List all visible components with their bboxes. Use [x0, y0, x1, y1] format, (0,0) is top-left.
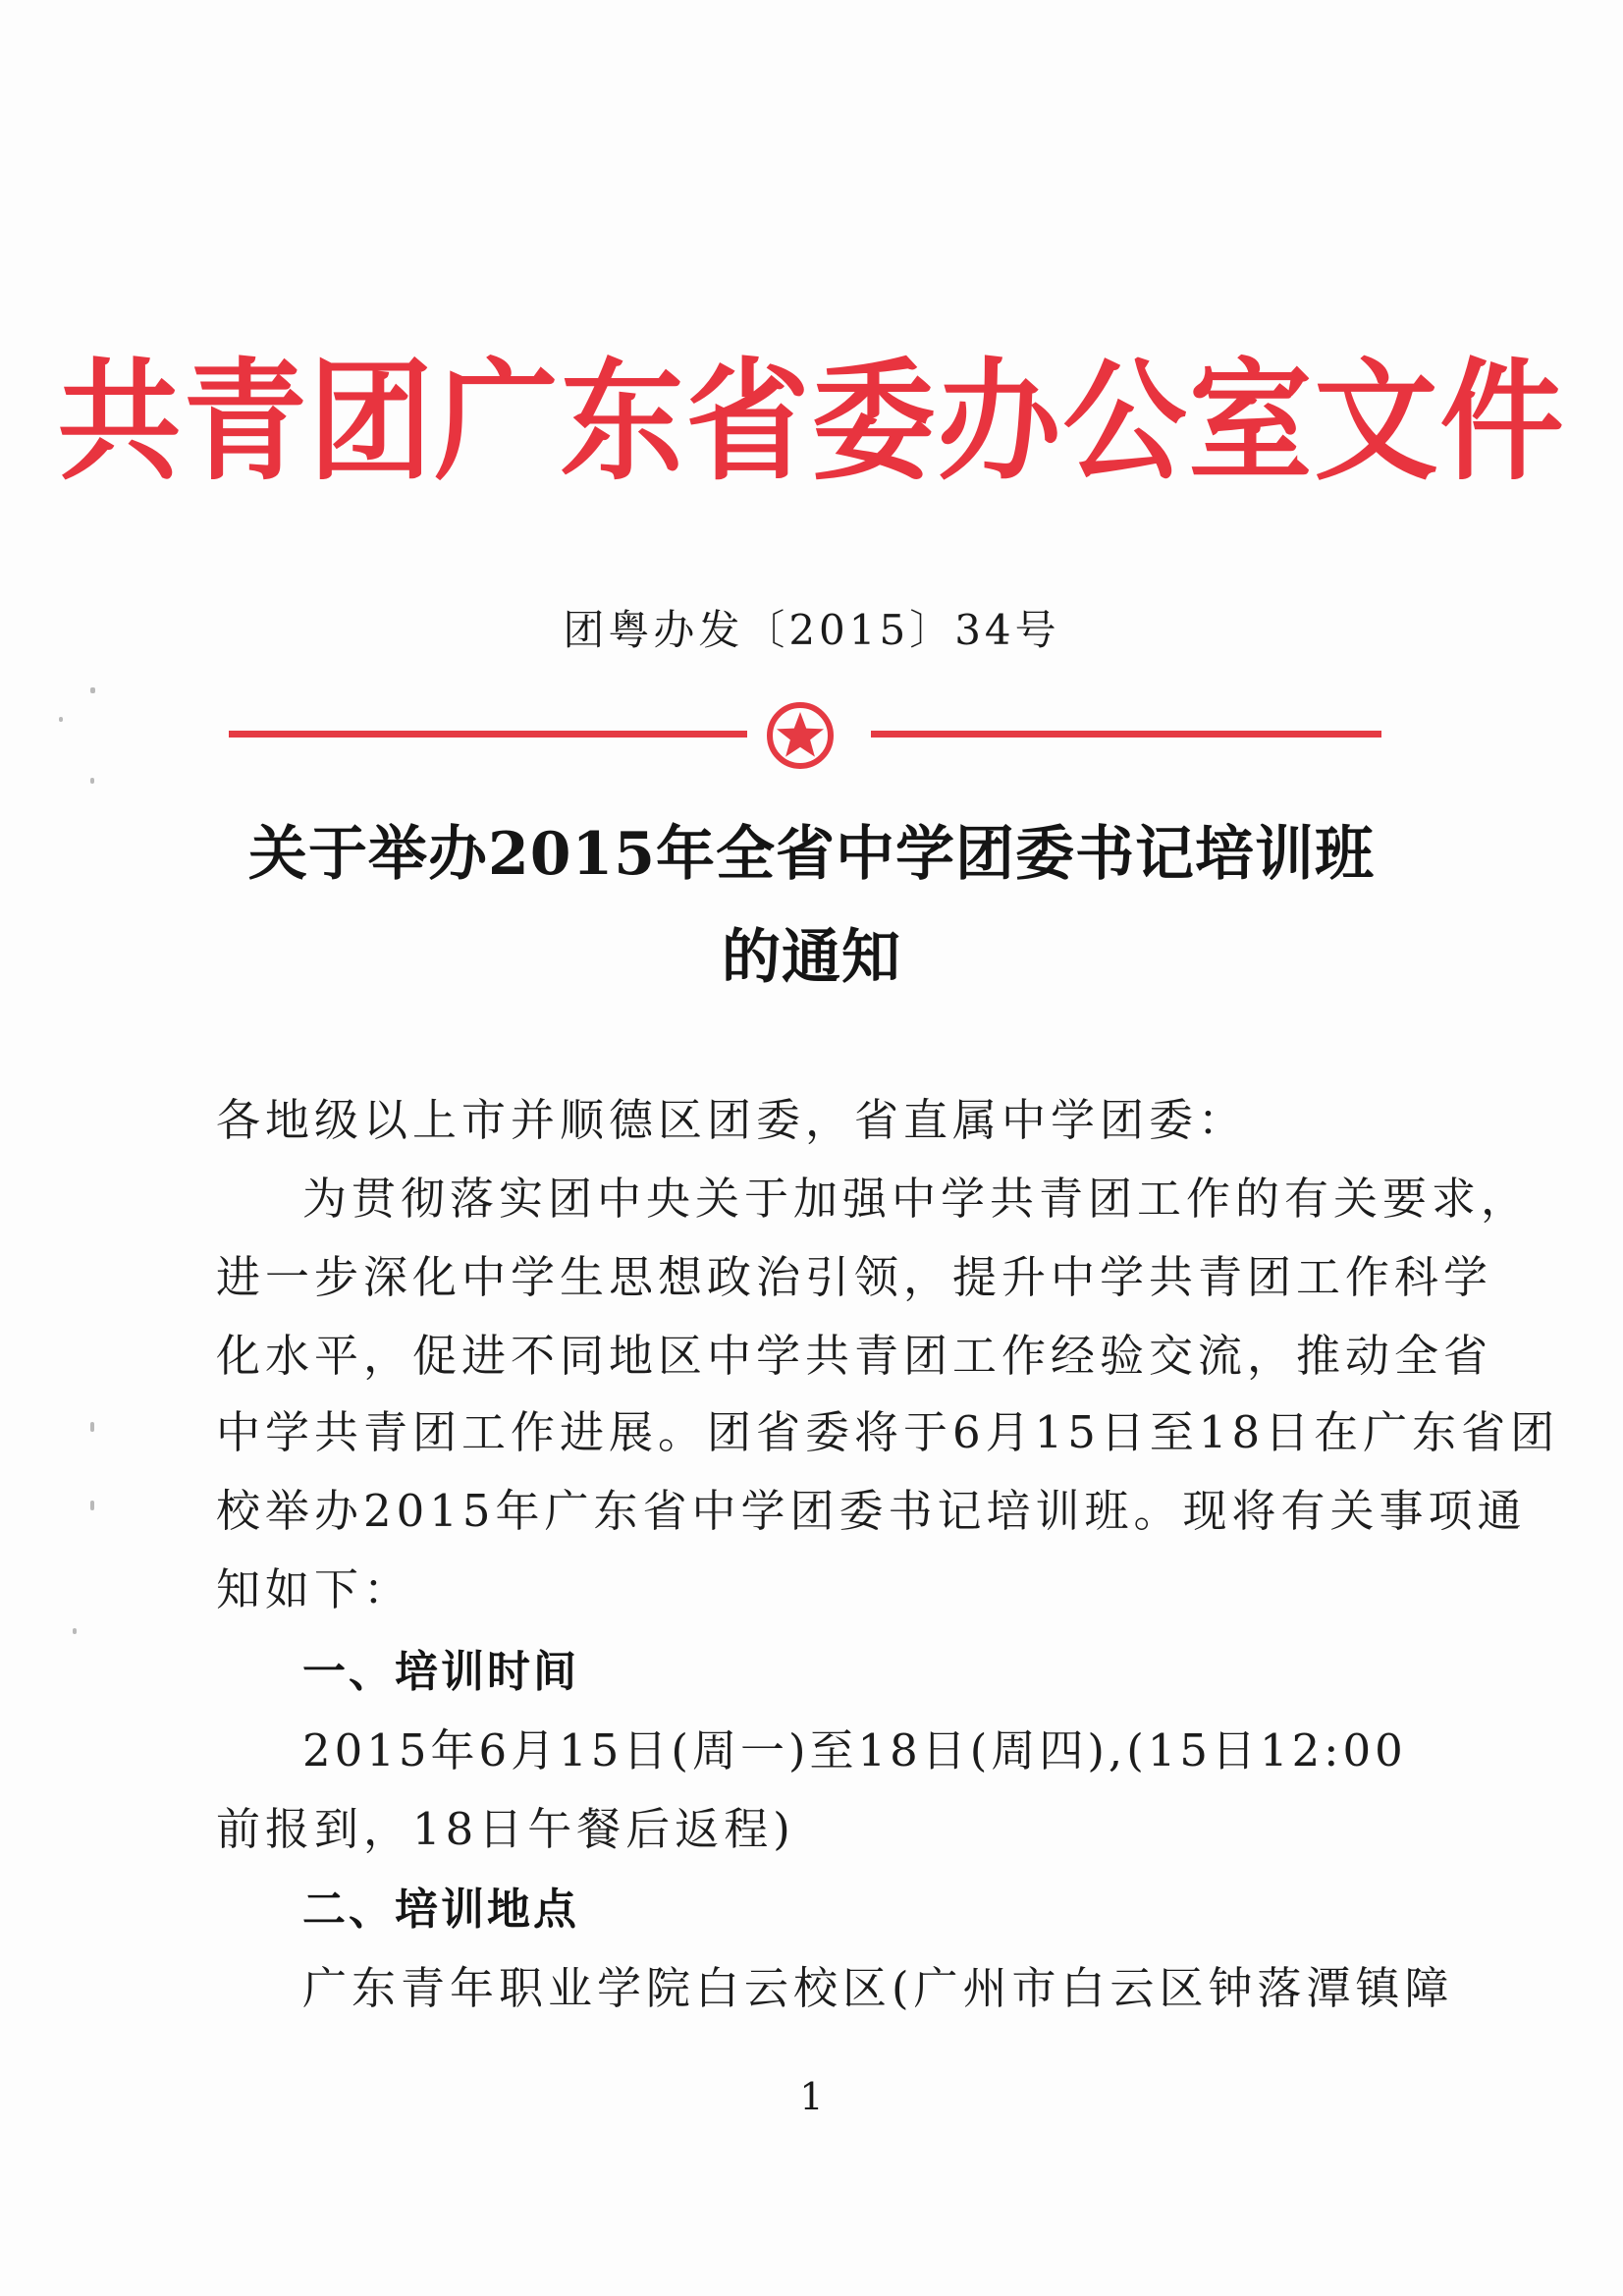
training-time-line: 前报到，18日午餐后返程) — [216, 1803, 795, 1855]
salutation: 各地级以上市并顺德区团委，省直属中学团委： — [216, 1094, 1248, 1146]
intro-line: 知如下： — [216, 1563, 413, 1615]
notice-title-line-1: 关于举办2015年全省中学团委书记培训班 — [248, 820, 1375, 889]
scan-speck — [90, 1501, 94, 1510]
intro-line: 进一步深化中学生思想政治引领，提升中学共青团工作科学 — [216, 1251, 1493, 1303]
scan-speck — [73, 1628, 77, 1634]
training-location-line: 广东青年职业学院白云校区(广州市白云区钟落潭镇障 — [302, 1962, 1454, 2014]
intro-line: 校举办2015年广东省中学团委书记培训班。现将有关事项通 — [216, 1485, 1527, 1537]
intro-line: 中学共青团工作进展。团省委将于6月15日至18日在广东省团 — [216, 1406, 1560, 1458]
page-number: 1 — [799, 2075, 824, 2118]
red-rule-left — [229, 731, 747, 738]
red-rule-right — [871, 731, 1381, 738]
document-number: 团粤办发〔2015〕34号 — [563, 606, 1060, 654]
notice-title-line-2: 的通知 — [722, 923, 901, 992]
section-heading-training-time: 一、培训时间 — [302, 1647, 579, 1697]
scan-speck — [59, 717, 63, 722]
scan-speck — [90, 778, 94, 784]
training-time-line: 2015年6月15日(周一)至18日(周四),(15日12:00 — [302, 1724, 1407, 1777]
scan-speck — [90, 687, 95, 693]
section-heading-training-location: 二、培训地点 — [302, 1885, 579, 1935]
masthead-title: 共青团广东省委办公室文件 — [57, 345, 1566, 499]
star-emblem-icon — [765, 700, 836, 771]
scan-speck — [90, 1422, 94, 1432]
intro-line: 为贯彻落实团中央关于加强中学共青团工作的有关要求， — [302, 1173, 1531, 1225]
intro-line: 化水平，促进不同地区中学共青团工作经验交流，推动全省 — [216, 1330, 1493, 1382]
